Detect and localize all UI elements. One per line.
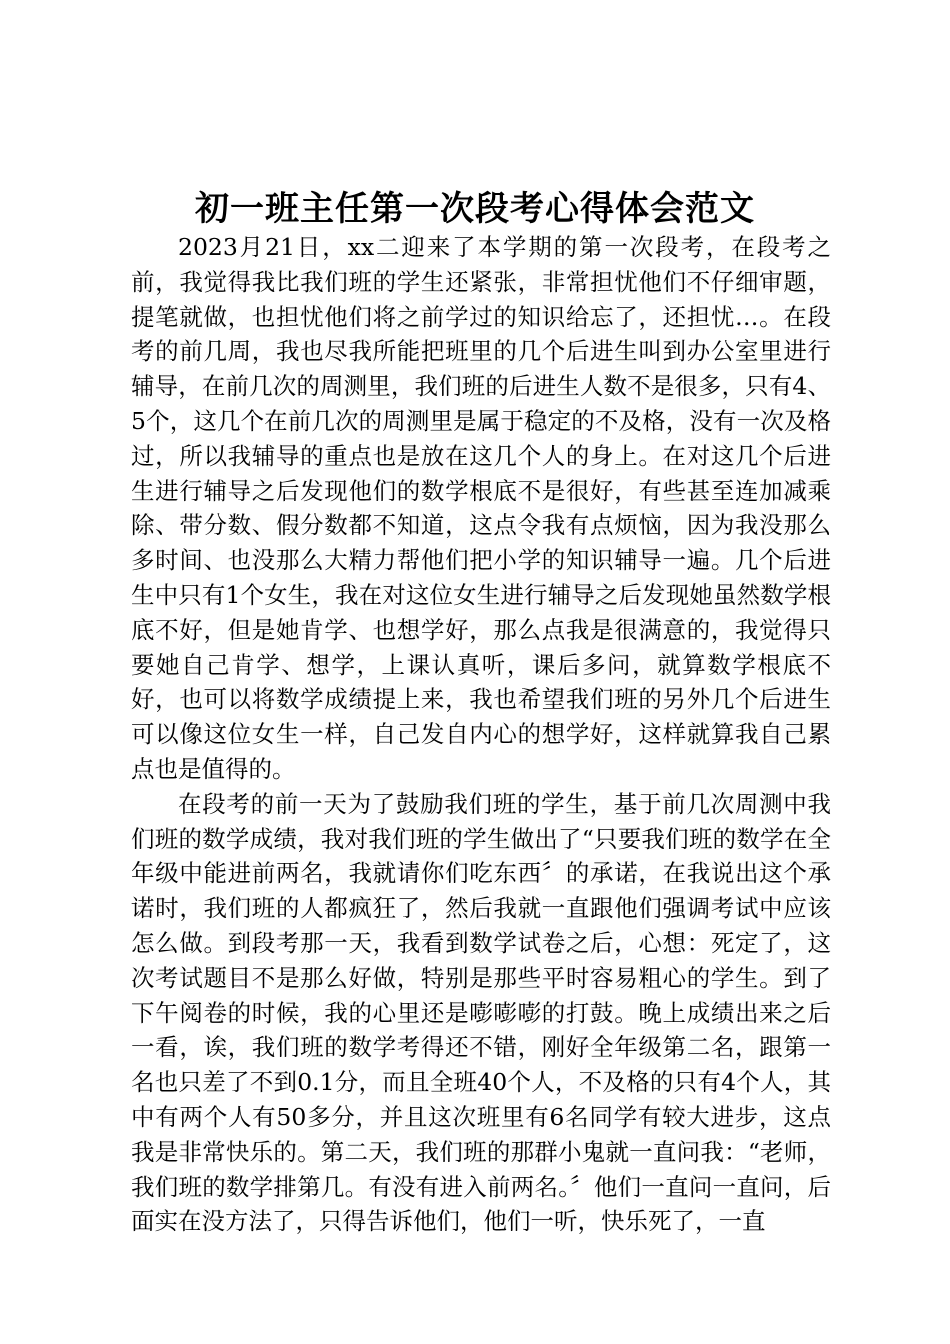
document-title: 初一班主任第一次段考心得体会范文 [195, 189, 755, 229]
document-body [131, 230, 831, 1239]
paragraph: 2023月21日，xx二迎来了本学期的第一次段考，在段考之前，我觉得我比我们班的学生还紧张，非常担忧他们不仔细审题，提笔就做，也担忧他们将之前学过的知识给忘了，还担忧…。在段考的前几周，我也尽我所能把班里的几个后进生叫到办公室里进行辅导，在前几次的周测里，我们班的后进生人数不是很多，只有4、5个，这几个在前几次的周测里是属于稳定的不及格，没有一次及格过，所以我辅导的重点也是放在这几个人的身上。在对这几个后进生进行辅导之后发现他们的数学根底不是很好，有些甚至连加减乘除、带分数、假分数都不知道，这点令我有点烦恼，因为我没那么多时间、也没那么大精力帮他们把小学的知识辅导一遍。几个后进生中只有1个女生，我在对这位女生进行辅导之后发现她虽然数学根底不好，但是她肯学、也想学好，那么点我是很满意的，我觉得只要她自己肯学、想学，上课认真听，课后多问，就算数学根底不好，也可以将数学成绩提上来，我也希望我们班的另外几个后进生可以像这位女生一样，自己发自内心的想学好，这样就算我自己累点也是值得的。 [131, 233, 831, 783]
paragraph: 在段考的前一天为了鼓励我们班的学生，基于前几次周测中我们班的数学成绩，我对我们班的学生做出了“只要我们班的数学在全年级中能进前两名，我就请你们吃东西〞的承诺，在我说出这个承诺时，我们班的人都疯狂了，然后我就一直跟他们强调考试中应该怎么做。到段考那一天，我看到数学试卷之后，心想：死定了，这次考试题目不是那么好做，特别是那些平时容易粗心的学生。到了下午阅卷的时候，我的心里还是嘭嘭嘭的打鼓。晚上成绩出来之后一看，诶，我们班的数学考得还不错，刚好全年级第二名，跟第一名也只差了不到0.1分，而且全班40个人，不及格的只有4个人，其中有两个人有50多分，并且这次班里有6名同学有较大进步，这点我是非常快乐的。第二天，我们班的那群小鬼就一直问我：“老师，我们班的数学排第几。有没有进入前两名。〞他们一直问一直问，后面实在没方法了，只得告诉他们，他们一听，快乐死了，一直 [131, 789, 831, 1236]
